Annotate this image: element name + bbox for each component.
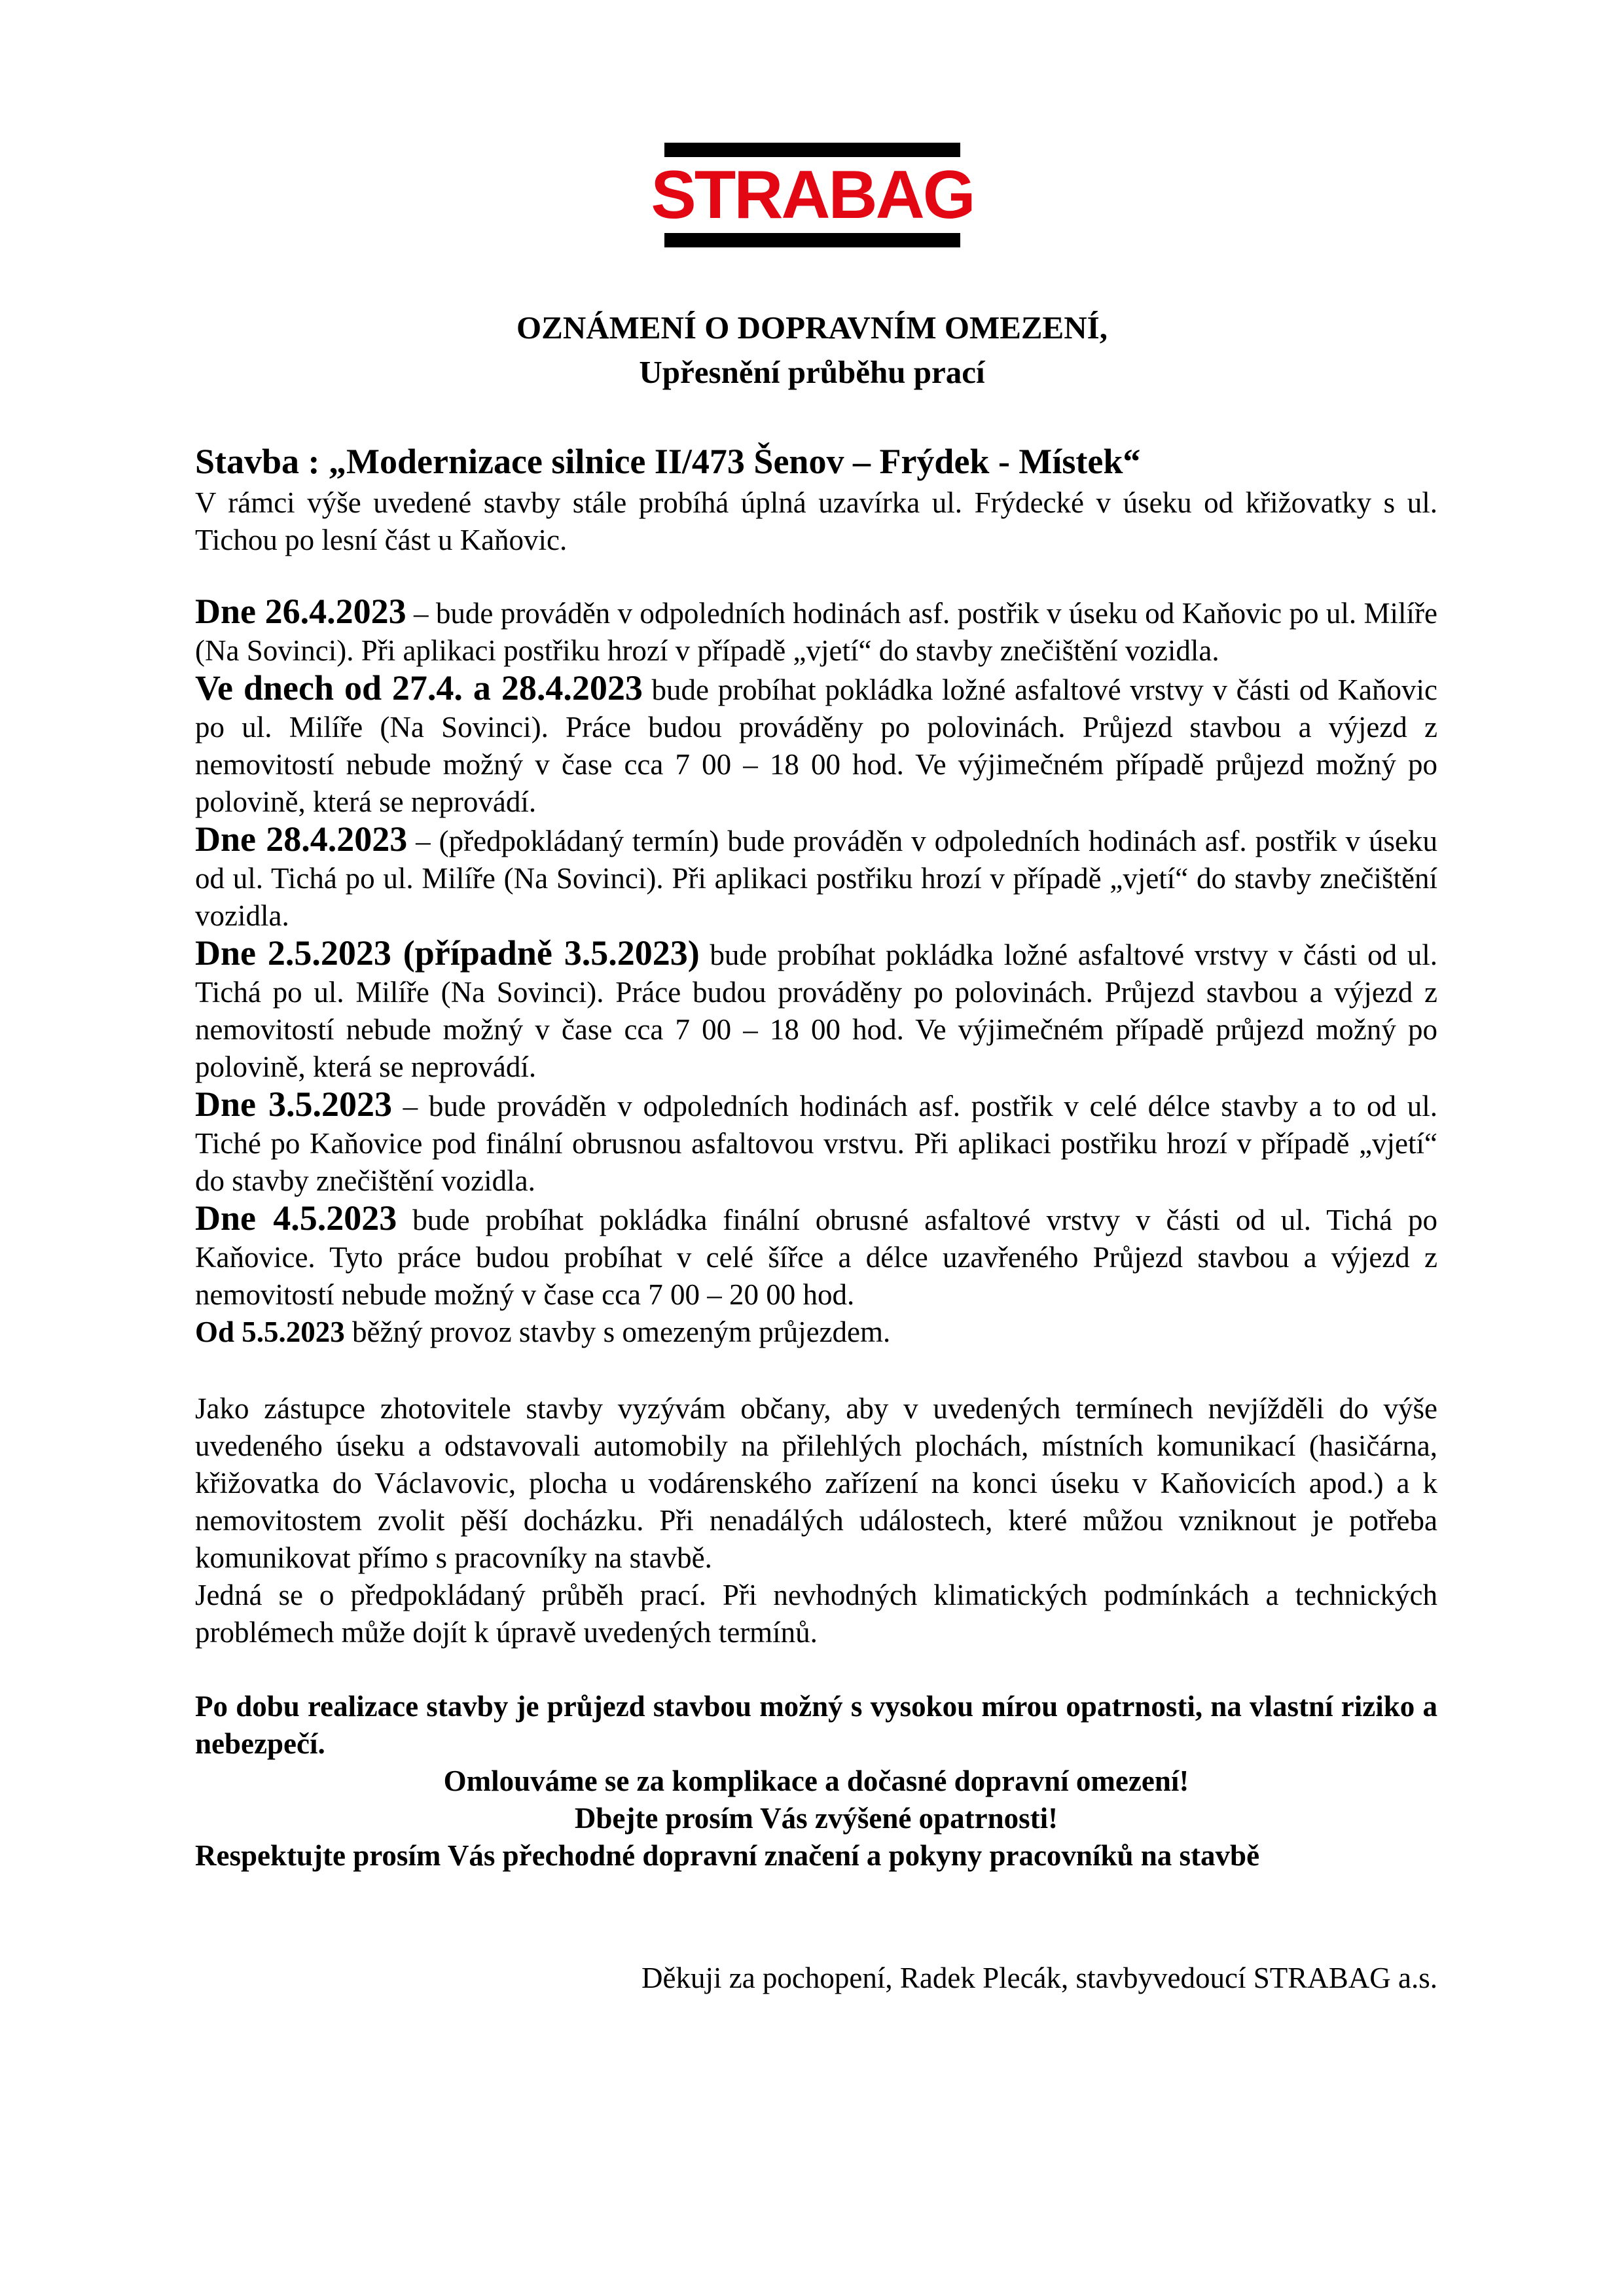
caution-line: Dbejte prosím Vás zvýšené opatrnosti! <box>574 1802 1058 1835</box>
logo-bottom-bar <box>664 233 960 247</box>
schedule-item-1 <box>195 593 1437 670</box>
from-date-line <box>195 1314 1437 1351</box>
appeal-paragraph: Jako zástupce zhotovitele stavby vyzývám občany, aby v uvedených termínech nevjížděli do výše uvedeného úseku a odstavovali automobily na přilehlých plochách, místních komunikací (hasičárna, křižovatka do Václavovic, plocha u vodárenského zařízení na konci úseku v Kaňovicích apod.) a k nemovitostem zvolit pěší docházku. Při nenadálých událostech, které můžou vzniknout je potřeba komunikovat přímo s pracovníky na stavbě. <box>195 1392 1437 1574</box>
schedule-date: Dne 4.5.2023 <box>195 1198 397 1238</box>
page-subtitle: Upřesnění průběhu prací <box>639 354 985 390</box>
schedule-text: – bude prováděn v odpoledních hodinách asf. postřik v úseku od Kaňovic po ul. Milíře (Na Sovinci). Při aplikaci postřiku hrozí v případě „vjetí“ do stavby znečištění vozidla. <box>195 597 1437 667</box>
warning-paragraph: Po dobu realizace stavby je průjezd stavbou možný s vysokou mírou opatrnosti, na vlastní riziko a nebezpečí. <box>195 1690 1437 1760</box>
schedule-date: Dne 2.5.2023 (případně 3.5.2023) <box>195 933 700 973</box>
schedule-date: Dne 28.4.2023 <box>195 819 408 859</box>
logo-wordmark: STRABAG <box>651 157 974 233</box>
document-body <box>195 439 1437 1997</box>
intro-paragraph: V rámci výše uvedené stavby stále probíhá úplná uzavírka ul. Frýdecké v úseku od křižovatky s ul. Tichou po lesní část u Kaňovic. <box>195 486 1437 556</box>
schedule-text: bude probíhat pokládka finální obrusné asfaltové vrstvy v části od ul. Tichá po Kaňovice. Tyto práce budou probíhat v celé šířce a délce uzavřeného Průjezd stavbou a výjezd z nemovitostí nebude možný v čase cca 7 00 – 20 00 hod. <box>195 1204 1437 1311</box>
apology-line: Omlouváme se za komplikace a dočasné dopravní omezení! <box>443 1765 1189 1797</box>
schedule-text: bude probíhat pokládka ložné asfaltové vrstvy v části od ul. Tichá po ul. Milíře (Na Sovinci). Práce budou prováděny po polovinách. Průjezd stavbou a výjezd z nemovitostí nebude možný v čase cca 7 00 – 18 00 hod. Ve výjimečném případě průjezd možný po polovině, která se neprovádí. <box>195 939 1437 1083</box>
signature-line: Děkuji za pochopení, Radek Plecák, stavbyvedoucí STRABAG a.s. <box>641 1962 1437 1994</box>
schedule-date: Dne 26.4.2023 <box>195 592 406 631</box>
schedule-date: Dne 3.5.2023 <box>195 1085 392 1124</box>
schedule-item-5 <box>195 1086 1437 1200</box>
schedule-item-6 <box>195 1200 1437 1314</box>
from-date: Od 5.5.2023 <box>195 1316 345 1348</box>
respect-line: Respektujte prosím Vás přechodné dopravní značení a pokyny pracovníků na stavbě <box>195 1839 1260 1872</box>
schedule-date: Ve dnech od 27.4. a 28.4.2023 <box>195 668 643 708</box>
from-date-text: běžný provoz stavby s omezeným průjezdem. <box>344 1316 891 1348</box>
page-title: OZNÁMENÍ O DOPRAVNÍM OMEZENÍ, <box>516 310 1108 346</box>
schedule-text: bude probíhat pokládka ložné asfaltové vrstvy v části od Kaňovic po ul. Milíře (Na Sovinci). Práce budou prováděny po polovinách. Průjezd stavbou a výjezd z nemovitostí nebude možný v čase cca 7 00 – 18 00 hod. Ve výjimečném případě průjezd možný po polovině, která se neprovádí. <box>195 673 1437 818</box>
schedule-item-4 <box>195 935 1437 1086</box>
strabag-logo <box>651 143 974 247</box>
logo-top-bar <box>664 143 960 157</box>
schedule-item-3 <box>195 821 1437 935</box>
schedule-item-2 <box>195 670 1437 821</box>
schedule-text: – bude prováděn v odpoledních hodinách asf. postřik v celé délce stavby a to od ul. Tiché po Kaňovice pod finální obrusnou asfaltovou vrstvu. Při aplikaci postřiku hrozí v případě „vjetí“ do stavby znečištění vozidla. <box>195 1090 1437 1197</box>
project-name: Stavba : „Modernizace silnice II/473 Šenov – Frýdek - Místek“ <box>195 442 1141 481</box>
schedule-text: – (předpokládaný termín) bude prováděn v odpoledních hodinách asf. postřik v úseku od ul. Tichá po ul. Milíře (Na Sovinci). Při aplikaci postřiku hrozí v případě „vjetí“ do stavby znečištění vozidla. <box>195 825 1437 932</box>
disclaimer-paragraph: Jedná se o předpokládaný průběh prací. Při nevhodných klimatických podmínkách a technických problémech může dojít k úpravě uvedených termínů. <box>195 1579 1437 1649</box>
